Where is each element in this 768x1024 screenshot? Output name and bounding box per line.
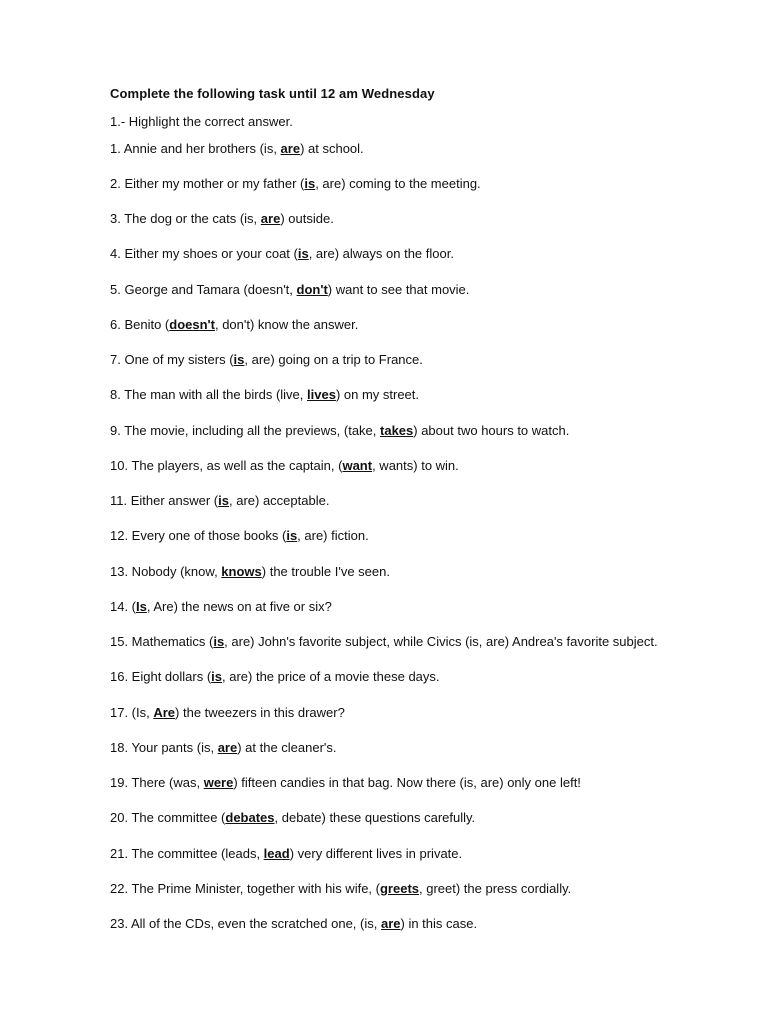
question-text: 20. The committee (	[110, 810, 226, 825]
question-20	[110, 810, 475, 826]
question-text: 17. (Is,	[110, 705, 154, 720]
question-10	[110, 458, 459, 474]
question-text: ) at the cleaner's.	[237, 740, 337, 755]
question-text: 14. (	[110, 599, 137, 614]
answer-highlight: is	[218, 493, 229, 508]
question-text: , are) fiction.	[297, 528, 369, 543]
question-text: 7. One of my sisters (	[110, 352, 234, 367]
answer-highlight: is	[211, 669, 223, 684]
answer-highlight: are	[260, 211, 281, 226]
question-text: , debate) these questions carefully.	[274, 810, 476, 825]
answer-highlight: Is	[136, 599, 147, 614]
question-text: ) in this case.	[400, 916, 478, 931]
question-text: ) want to see that movie.	[327, 282, 470, 297]
question-9	[110, 423, 569, 439]
question-text: , greet) the press cordially.	[419, 881, 572, 896]
question-text: 6. Benito (	[110, 317, 170, 332]
question-text: ) outside.	[280, 211, 334, 226]
answer-highlight: are	[217, 740, 238, 755]
question-text: 2. Either my mother or my father (	[110, 176, 305, 191]
answer-highlight: Are	[153, 705, 176, 720]
instruction-text: 1.- Highlight the correct answer.	[110, 114, 293, 129]
question-1	[110, 141, 364, 157]
question-text: 15. Mathematics (	[110, 634, 214, 649]
answer-highlight: lead	[263, 846, 290, 861]
question-15	[110, 634, 658, 650]
question-text: ) on my street.	[335, 387, 420, 402]
question-text: 10. The players, as well as the captain, (	[110, 458, 343, 473]
question-text: 18. Your pants (is,	[110, 740, 218, 755]
question-text: 5. George and Tamara (doesn't,	[110, 282, 297, 297]
question-text: 11. Either answer (	[110, 493, 219, 508]
question-text: ) very different lives in private.	[289, 846, 463, 861]
question-text: 23. All of the CDs, even the scratched one, (is,	[110, 916, 381, 931]
answer-highlight: is	[233, 352, 245, 367]
question-text: 16. Eight dollars (	[110, 669, 212, 684]
question-text: 12. Every one of those books (	[110, 528, 287, 543]
question-text: 8. The man with all the birds (live,	[110, 387, 308, 402]
question-text: 22. The Prime Minister, together with his wife, (	[110, 881, 380, 896]
question-text: , are) acceptable.	[228, 493, 330, 508]
answer-highlight: are	[380, 916, 401, 931]
question-text: ) the trouble I've seen.	[261, 564, 390, 579]
question-text: 9. The movie, including all the previews, (take,	[110, 423, 381, 438]
answer-highlight: knows	[221, 564, 262, 579]
question-4	[110, 246, 454, 262]
question-22	[110, 881, 571, 897]
question-17	[110, 705, 345, 721]
question-13	[110, 564, 390, 580]
question-text: 3. The dog or the cats (is,	[110, 211, 261, 226]
answer-highlight: is	[213, 634, 225, 649]
answer-highlight: is	[286, 528, 298, 543]
page-title: Complete the following task until 12 am Wednesday	[110, 86, 435, 101]
question-text: 1. Annie and her brothers (is,	[110, 141, 281, 156]
question-text: ) the tweezers in this drawer?	[175, 705, 345, 720]
answer-highlight: are	[280, 141, 301, 156]
question-text: , are) going on a trip to France.	[244, 352, 423, 367]
question-23	[110, 916, 477, 932]
answer-highlight: want	[342, 458, 373, 473]
question-text: ) about two hours to watch.	[413, 423, 570, 438]
question-11	[110, 493, 329, 509]
question-text: , are) the price of a movie these days.	[222, 669, 440, 684]
question-text: , wants) to win.	[372, 458, 459, 473]
answer-highlight: debates	[225, 810, 275, 825]
answer-highlight: don't	[296, 282, 328, 297]
answer-highlight: is	[297, 246, 309, 261]
question-text: , don't) know the answer.	[214, 317, 359, 332]
question-text: 13. Nobody (know,	[110, 564, 222, 579]
question-19	[110, 775, 581, 791]
question-3	[110, 211, 334, 227]
answer-highlight: doesn't	[169, 317, 215, 332]
question-text: 19. There (was,	[110, 775, 204, 790]
question-text: ) fifteen candies in that bag. Now there (is, are) only one left!	[233, 775, 581, 790]
question-6	[110, 317, 358, 333]
question-12	[110, 528, 369, 544]
question-5	[110, 282, 469, 298]
question-text: ) at school.	[300, 141, 364, 156]
question-8	[110, 387, 419, 403]
question-text: , are) coming to the meeting.	[315, 176, 481, 191]
question-text: , are) always on the floor.	[308, 246, 454, 261]
answer-highlight: were	[203, 775, 234, 790]
answer-highlight: takes	[380, 423, 414, 438]
question-text: 21. The committee (leads,	[110, 846, 264, 861]
answer-highlight: lives	[307, 387, 336, 402]
question-14	[110, 599, 332, 615]
question-16	[110, 669, 440, 685]
question-21	[110, 846, 462, 862]
question-text: , Are) the news on at five or six?	[146, 599, 332, 614]
question-7	[110, 352, 423, 368]
question-text: 4. Either my shoes or your coat (	[110, 246, 298, 261]
question-text: , are) John's favorite subject, while Civics (is, are) Andrea's favorite subject.	[224, 634, 658, 649]
question-18	[110, 740, 337, 756]
answer-highlight: is	[304, 176, 316, 191]
question-2	[110, 176, 481, 192]
answer-highlight: greets	[379, 881, 420, 896]
